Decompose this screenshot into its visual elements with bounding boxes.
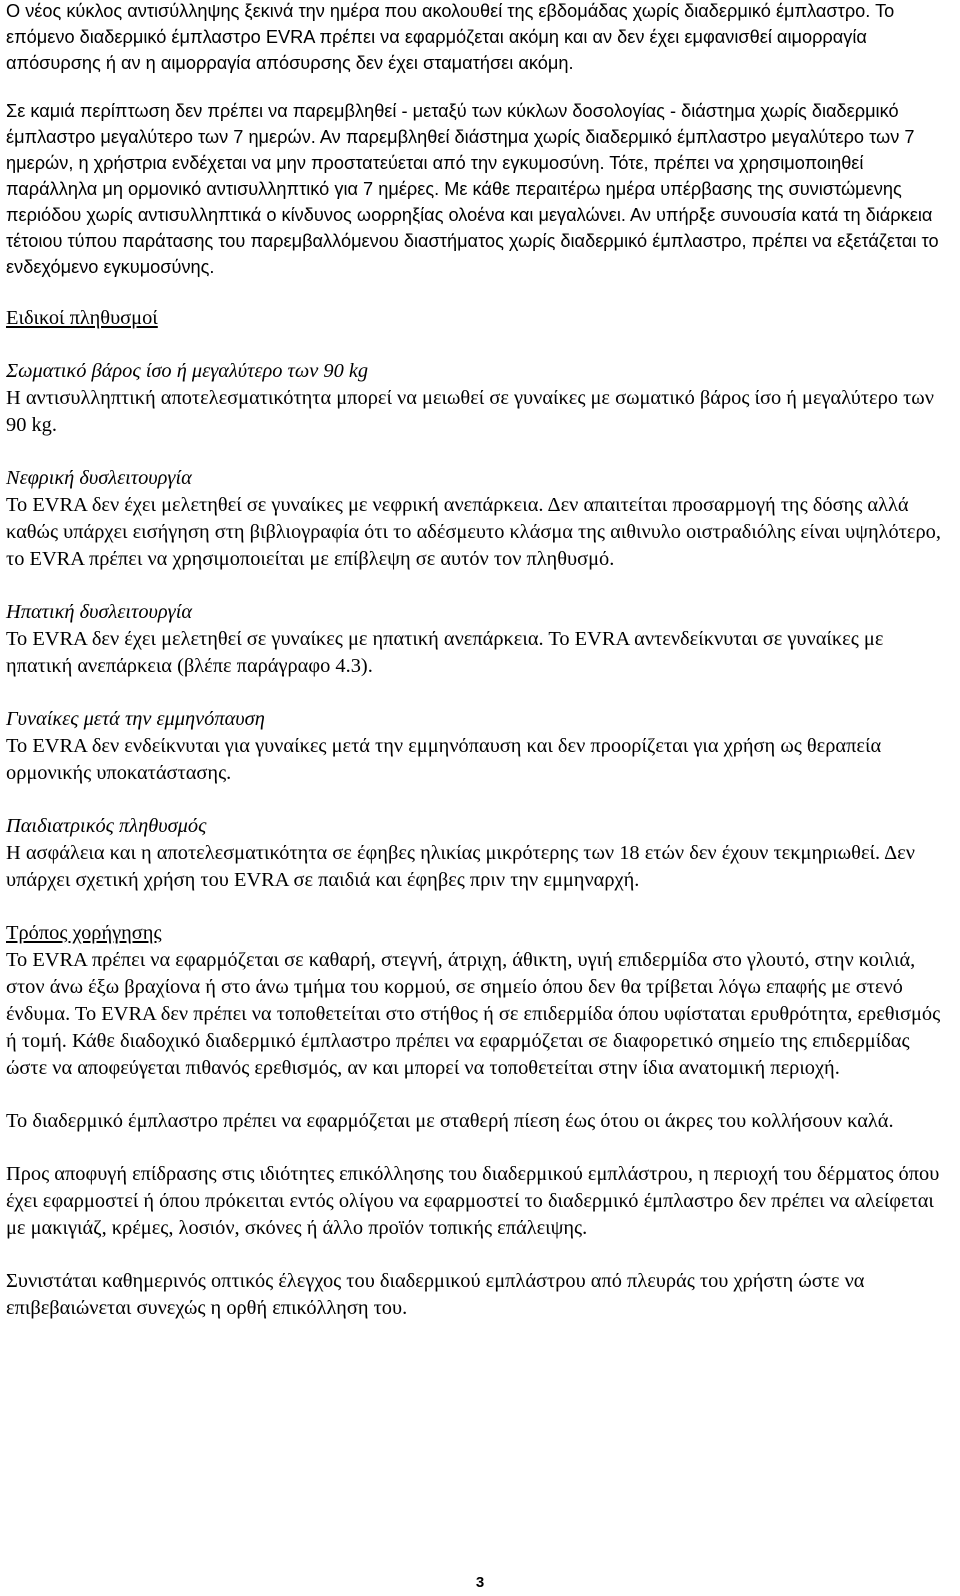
section-paediatric [6, 813, 946, 894]
section-title: Νεφρική δυσλειτουργία [6, 467, 192, 489]
section-title: Σωματικό βάρος ίσο ή μεγαλύτερο των 90 kg [6, 360, 369, 382]
section-body: Το EVRA δεν έχει μελετηθεί σε γυναίκες με νεφρική ανεπάρκεια. Δεν απαιτείται προσαρμογή της δόσης αλλά καθώς υπάρχει εισήγηση στη βιβλιογραφία ότι το αδέσμευτο κλάσμα της αιθινυλο οιστραδιόλης είναι υψηλότερο, το EVRA πρέπει να χρησιμοποιείται με επίβλεψη σε αυτόν τον πληθυσμό. [6, 494, 941, 570]
administration-paragraph-2: Το διαδερμικό έμπλαστρο πρέπει να εφαρμόζεται με σταθερή πίεση έως ότου οι άκρες του κολλήσουν καλά. [6, 1110, 894, 1132]
administration-title: Τρόπος χορήγησης [6, 922, 162, 944]
intro-paragraph-1: Ο νέος κύκλος αντισύλληψης ξεκινά την ημέρα που ακολουθεί της εβδομάδας χωρίς διαδερμικό έμπλαστρο. Το επόμενο διαδερμικό έμπλαστρο EVRA πρέπει να εφαρμόζεται ακόμη και αν δεν έχει εμφανισθεί αιμορραγία απόσυρσης ή αν η αιμορραγία απόσυρσης δεν έχει σταματήσει ακόμη. [6, 1, 895, 73]
section-renal-impairment [6, 465, 946, 573]
section-body: Η ασφάλεια και η αποτελεσματικότητα σε έφηβες ηλικίας μικρότερης των 18 ετών δεν έχουν τεκμηριωθεί. Δεν υπάρχει σχετική χρήση του EVRA σε παιδιά και έφηβες πριν την εμμηναρχή. [6, 842, 915, 891]
intro-paragraph-2: Σε καμιά περίπτωση δεν πρέπει να παρεμβληθεί - μεταξύ των κύκλων δοσολογίας - διάστημα χωρίς διαδερμικό έμπλαστρο μεγαλύτερο των 7 ημερών. Αν παρεμβληθεί διάστημα χωρίς διαδερμικό έμπλαστρο μεγαλύτερο των 7 ημερών, η χρήστρια ενδέχεται να μην προστατεύεται από την εγκυμοσύνη. Τότε, πρέπει να χρησιμοποιηθεί παράλληλα μη ορμονικό αντισυλληπτικό για 7 ημέρες. Με κάθε περαιτέρω ημέρα υπέρβασης της συνιστώμενης περιόδου χωρίς αντισυλληπτικά ο κίνδυνος ωορρηξίας ολοένα και μεγαλώνει. Αν υπήρξε συνουσία κατά τη διάρκεια τέτοιου τύπου παράτασης του παρεμβαλλόμενου διαστήματος χωρίς διαδερμικό έμπλαστρο, πρέπει να εξετάζεται το ενδεχόμενο εγκυμοσύνης. [6, 101, 939, 277]
section-hepatic-impairment [6, 599, 946, 680]
section-postmenopausal [6, 706, 946, 787]
special-populations-heading: Ειδικοί πληθυσμοί [6, 307, 158, 329]
administration-paragraph-3: Προς αποφυγή επίδρασης στις ιδιότητες επικόλλησης του διαδερμικού εμπλάστρου, η περιοχή του δέρματος όπου έχει εφαρμοστεί ή όπου πρόκειται εντός ολίγου να εφαρμοστεί το διαδερμικό έμπλαστρο δεν πρέπει να αλείφεται με μακιγιάζ, κρέμες, λοσιόν, σκόνες ή άλλο προϊόν τοπικής επάλειψης. [6, 1163, 940, 1239]
section-title: Παιδιατρικός πληθυσμός [6, 815, 207, 837]
page-number: 3 [475, 1574, 485, 1591]
section-body-weight [6, 358, 946, 439]
administration-paragraph-1: Το EVRA πρέπει να εφαρμόζεται σε καθαρή, στεγνή, άτριχη, άθικτη, υγιή επιδερμίδα στο γλουτό, στην κοιλιά, στον άνω έξω βραχίονα ή στο άνω τμήμα του κορμού, σε σημείο όπου δεν θα τρίβεται λόγω επαφής με στενό ένδυμα. Το EVRA δεν πρέπει να τοποθετείται στο στήθος ή σε επιδερμίδα όπου υφίσταται ερυθρότητα, ερεθισμός ή τομή. Κάθε διαδοχικό διαδερμικό έμπλαστρο πρέπει να εφαρμόζεται σε διαφορετικό σημείο της επιδερμίδας ώστε να αποφεύγεται πιθανός ερεθισμός, αν και μπορεί να τοποθετείται στην ίδια ανατομική περιοχή. [6, 949, 941, 1079]
section-title: Ηπατική δυσλειτουργία [6, 601, 193, 623]
section-body: Το EVRA δεν ενδείκνυται για γυναίκες μετά την εμμηνόπαυση και δεν προορίζεται για χρήση ως θεραπεία ορμονικής υποκατάστασης. [6, 735, 882, 784]
section-administration [6, 920, 946, 1322]
administration-paragraph-4: Συνιστάται καθημερινός οπτικός έλεγχος του διαδερμικού εμπλάστρου από πλευράς του χρήστη ώστε να επιβεβαιώνεται συνεχώς η ορθή επικόλληση του. [6, 1270, 865, 1319]
section-title: Γυναίκες μετά την εμμηνόπαυση [6, 708, 265, 730]
section-body: Η αντισυλληπτική αποτελεσματικότητα μπορεί να μειωθεί σε γυναίκες με σωματικό βάρος ίσο ή μεγαλύτερο των 90 kg. [6, 387, 934, 436]
section-body: Το EVRA δεν έχει μελετηθεί σε γυναίκες με ηπατική ανεπάρκεια. Το EVRA αντενδείκνυται σε γυναίκες με ηπατική ανεπάρκεια (βλέπε παράγραφο 4.3). [6, 628, 884, 677]
